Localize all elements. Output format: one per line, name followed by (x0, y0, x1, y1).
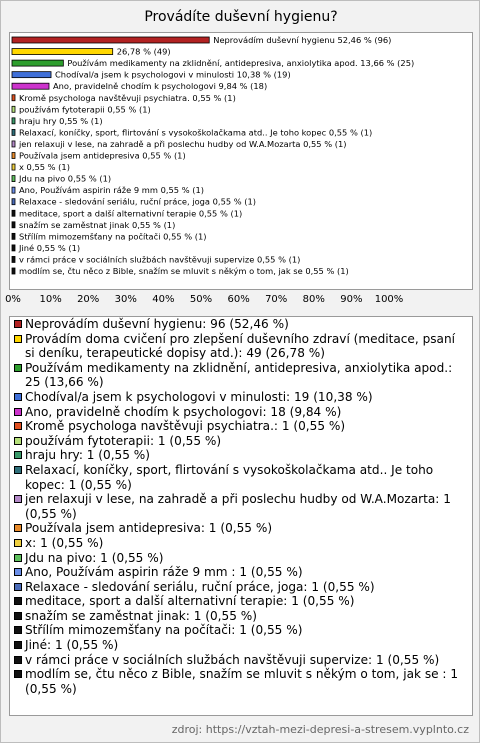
bar-label-1: 26,78 % (49) (116, 46, 171, 57)
bar-label-16: snažím se zaměstnat jinak 0,55 % (1) (19, 219, 176, 230)
legend-label-7: hraju hry: 1 (0,55 %) (25, 448, 150, 463)
bar-label-5: Kromě psychologa navštěvuji psychiatra. 0,55 % (1) (19, 92, 236, 103)
legend-label-0: Neprovádím duševní hygienu: 96 (52,46 %) (25, 317, 289, 331)
bar-15 (12, 210, 15, 216)
legend (9, 316, 473, 716)
legend-item-15 (14, 594, 468, 609)
legend-item-3 (14, 390, 468, 405)
legend-swatch-14 (14, 583, 22, 591)
legend-label-14: Relaxace - sledování seriálu, ruční práce, joga: 1 (0,55 %) (25, 579, 375, 594)
legend-label-10: Používala jsem antidepresiva: 1 (0,55 %) (25, 521, 273, 536)
legend-item-14 (14, 580, 468, 595)
legend-item-4 (14, 405, 468, 420)
bar-label-6: používám fytoterapii 0,55 % (1) (19, 104, 151, 115)
bar-label-3: Chodíval/a jsem k psychologovi v minulosti 10,38 % (19) (55, 69, 291, 80)
legend-item-9 (14, 492, 468, 521)
x-tick-label-9: 90% (340, 294, 363, 305)
legend-label-16: snažím se zaměstnat jinak: 1 (0,55 %) (25, 608, 257, 623)
legend-swatch-9 (14, 495, 22, 503)
plot-area (9, 32, 473, 290)
legend-swatch-1 (14, 335, 22, 343)
bar-16 (12, 222, 15, 228)
chart-title: Provádíte duševní hygienu? (144, 9, 338, 25)
legend-label-15: meditace, sport a další alternativní terapie: 1 (0,55 %) (25, 594, 355, 609)
bar-label-17: Střílím mimozemšťany na počítači 0,55 % (1) (19, 231, 207, 242)
legend-label-6: používám fytoterapii: 1 (0,55 %) (25, 433, 222, 448)
legend-label-13: Ano, Používám aspirin ráže 9 mm : 1 (0,55 %) (25, 565, 303, 580)
x-tick-label-8: 80% (302, 294, 325, 305)
bar-label-8: Relaxací, koníčky, sport, flirtování s vysokoškolačkama atd.. Je toho kopec 0,55 % (1) (19, 127, 373, 138)
bar-11 (12, 164, 15, 170)
bar-8 (12, 129, 15, 135)
bar-label-10: Používala jsem antidepresiva 0,55 % (1) (19, 150, 186, 161)
legend-item-19 (14, 653, 468, 668)
bar-label-19: v rámci práce v sociálních službách navštěvuji supervize 0,55 % (1) (19, 254, 301, 265)
legend-item-18 (14, 638, 468, 653)
bar-0 (12, 37, 209, 43)
bar-13 (12, 187, 15, 193)
legend-item-17 (14, 623, 468, 638)
bar-label-0: Neprovádím duševní hygienu 52,46 % (96) (213, 35, 392, 45)
legend-swatch-7 (14, 451, 22, 459)
bar-10 (12, 153, 15, 159)
legend-swatch-12 (14, 554, 22, 562)
legend-label-3: Chodíval/a jsem k psychologovi v minulosti: 19 (10,38 %) (25, 389, 373, 404)
bar-20 (12, 268, 15, 274)
legend-item-2 (14, 361, 468, 390)
legend-label-11: x: 1 (0,55 %) (25, 535, 104, 550)
x-tick-label-4: 40% (152, 294, 175, 305)
x-tick-label-2: 20% (77, 294, 100, 305)
legend-item-20 (14, 667, 468, 696)
legend-label-17: Střílím mimozemšťany na počítači: 1 (0,55 %) (25, 623, 303, 638)
x-tick-label-3: 30% (114, 294, 137, 305)
bar-1 (12, 49, 113, 55)
bar-4 (12, 83, 49, 89)
bar-14 (12, 199, 15, 205)
legend-swatch-20 (14, 670, 22, 678)
legend-label-18: Jiné: 1 (0,55 %) (25, 638, 119, 653)
x-tick-label-10: 100% (374, 294, 404, 305)
bar-label-15: meditace, sport a další alternativní terapie 0,55 % (1) (19, 208, 243, 219)
legend-swatch-5 (14, 422, 22, 430)
legend-swatch-3 (14, 393, 22, 401)
legend-label-20: modlím se, čtu něco z Bible, snažím se mluvit s někým o tom, jak se : 1 (0,55 %) (25, 667, 459, 696)
legend-label-5: Kromě psychologa navštěvuji psychiatra.: 1 (0,55 %) (25, 419, 346, 434)
legend-label-8: Relaxací, koníčky, sport, flirtování s vysokoškolačkama atd.. Je toho kopec: 1 (0,55 %) (25, 462, 434, 492)
legend-label-12: Jdu na pivo: 1 (0,55 %) (25, 550, 164, 565)
bar-label-18: Jiné 0,55 % (1) (19, 242, 81, 253)
legend-item-1 (14, 332, 468, 361)
legend-swatch-19 (14, 656, 22, 664)
bar-6 (12, 106, 15, 112)
legend-swatch-17 (14, 626, 22, 634)
bar-label-7: hraju hry 0,55 % (1) (19, 115, 103, 126)
legend-item-12 (14, 551, 468, 566)
legend-swatch-15 (14, 597, 22, 605)
bar-label-13: Ano, Používám aspirin ráže 9 mm 0,55 % (1) (19, 185, 204, 196)
legend-swatch-0 (14, 320, 22, 328)
x-tick-label-0: 0% (5, 294, 21, 305)
bar-3 (12, 72, 51, 78)
bar-label-4: Ano, pravidelně chodím k psychologovi 9,84 % (18) (52, 81, 268, 92)
legend-swatch-18 (14, 641, 22, 649)
x-tick-label-5: 50% (189, 294, 213, 305)
legend-label-2: Používám medikamenty na zklidnění, antidepresiva, anxiolytika apod.: 25 (13,66 %) (25, 360, 453, 390)
bar-label-20: modlím se, čtu něco z Bible, snažím se mluvit s někým o tom, jak se 0,55 % (1) (19, 266, 349, 276)
legend-swatch-2 (14, 364, 22, 372)
bar-18 (12, 245, 15, 251)
legend-swatch-4 (14, 408, 22, 416)
legend-item-0 (14, 317, 468, 332)
legend-item-10 (14, 521, 468, 536)
bar-label-12: Jdu na pivo 0,55 % (1) (19, 173, 112, 184)
x-tick-label-7: 70% (265, 294, 288, 305)
legend-item-8 (14, 463, 468, 492)
legend-item-11 (14, 536, 468, 551)
legend-label-1: Provádím doma cvičení pro zlepšení duševního zdraví (meditace, psaní si deníku, terapeutické dopisy atd.): 49 (26,78 %) (25, 331, 455, 361)
bar-chart (10, 33, 474, 291)
legend-item-13 (14, 565, 468, 580)
bar-5 (12, 95, 15, 101)
bar-label-9: jen relaxuji v lese, na zahradě a při poslechu hudby od W.A.Mozarta 0,55 % (1) (19, 138, 347, 149)
legend-label-9: jen relaxuji v lese, na zahradě a při poslechu hudby od W.A.Mozarta: 1 (0,55 %) (25, 492, 451, 521)
legend-swatch-11 (14, 539, 22, 547)
bar-12 (12, 176, 15, 182)
source-note: zdroj: https://vztah-mezi-depresi-a-stresem.vyplnto.cz (171, 723, 469, 736)
legend-item-5 (14, 419, 468, 434)
legend-item-6 (14, 434, 468, 449)
bar-label-14: Relaxace - sledování seriálu, ruční práce, joga 0,55 % (1) (19, 196, 257, 207)
legend-item-7 (14, 448, 468, 463)
x-tick-label-6: 60% (227, 294, 250, 305)
x-tick-label-1: 10% (39, 294, 62, 305)
bar-9 (12, 141, 15, 147)
bar-label-11: x 0,55 % (1) (19, 162, 70, 173)
bar-label-2: Používám medikamenty na zklidnění, antidepresiva, anxiolytika apod. 13,66 % (25) (67, 58, 415, 69)
bar-2 (12, 60, 63, 66)
legend-swatch-16 (14, 612, 22, 620)
legend-swatch-8 (14, 466, 22, 474)
bar-17 (12, 233, 15, 239)
legend-label-19: v rámci práce v sociálních službách navštěvuji supervize: 1 (0,55 %) (25, 652, 440, 667)
legend-item-16 (14, 609, 468, 624)
legend-swatch-6 (14, 437, 22, 445)
legend-swatch-13 (14, 568, 22, 576)
bar-19 (12, 256, 15, 262)
bar-7 (12, 118, 15, 124)
legend-swatch-10 (14, 524, 22, 532)
legend-label-4: Ano, pravidelně chodím k psychologovi: 18 (9,84 %) (25, 404, 342, 419)
